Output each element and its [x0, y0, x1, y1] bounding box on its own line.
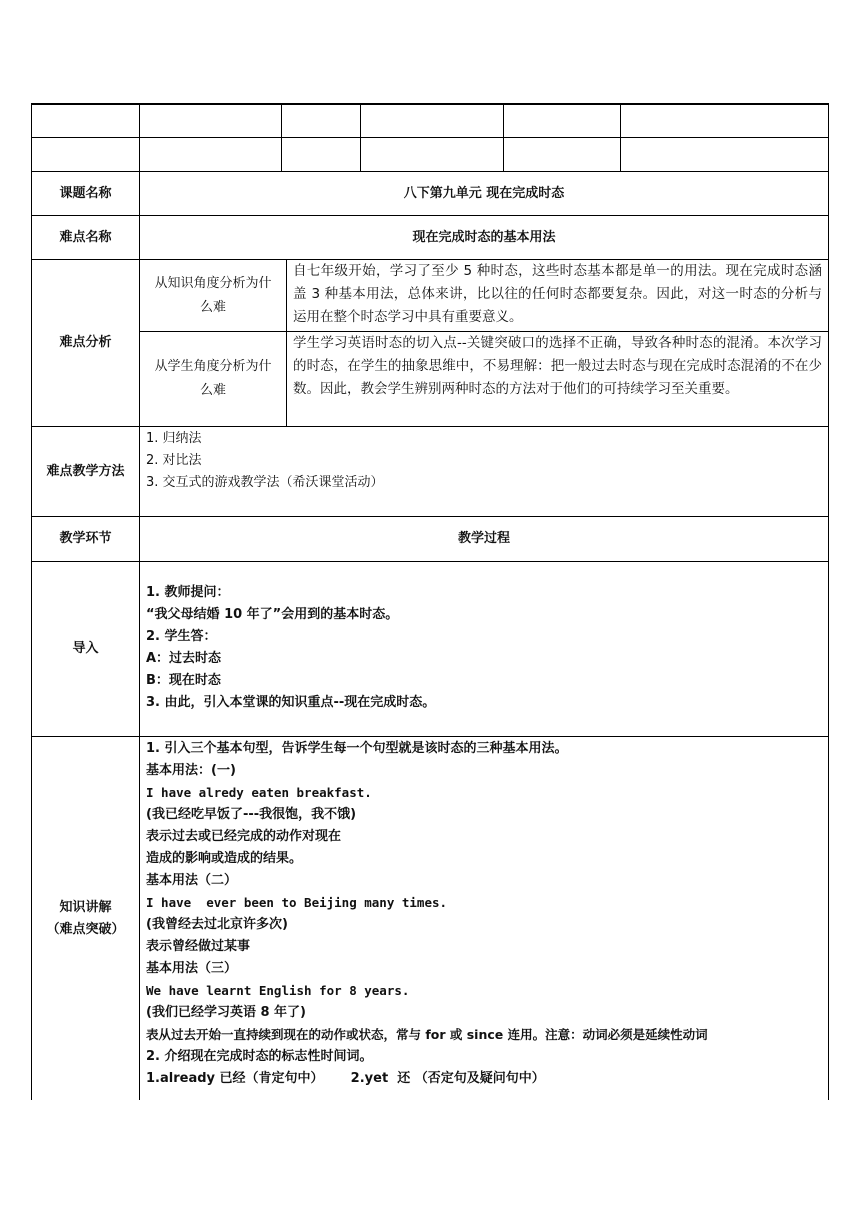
- list-item: “我父母结婚 10 年了”会用到的基本时态。: [146, 607, 399, 622]
- table-rule: [620, 103, 621, 171]
- knowledge-angle-text: 自七年级开始，学习了至少 5 种时态，这些时态基本都是单一的用法。现在完成时态涵盖 3 种基本用法，总体来讲，比以往的任何时态都要复杂。因此，对这一时态的分析与运用在整个时态学习中具有重要意义。: [293, 263, 822, 325]
- knowledge-angle-label: 从知识角度分析为什么难: [154, 275, 272, 315]
- methods-label: 难点教学方法: [46, 463, 125, 479]
- list-item: 造成的影响或造成的结果。: [146, 851, 303, 866]
- intro-content: [146, 582, 822, 732]
- list-item: 2. 介绍现在完成时态的标志性时间词。: [146, 1049, 373, 1064]
- intro-label: 导入: [72, 641, 99, 656]
- list-item: 表示过去或已经完成的动作对现在: [146, 829, 342, 844]
- list-item: 1. 引入三个基本句型，告诉学生每一个句型就是该时态的三种基本用法。: [146, 741, 568, 756]
- knowledge-content: [146, 738, 826, 1098]
- table-rule: [281, 103, 282, 171]
- list-item: I have ever been to Beijing many times.: [146, 895, 448, 910]
- list-item: 表示曾经做过某事: [146, 939, 251, 954]
- student-angle-text: 学生学习英语时态的切入点--关键突破口的选择不正确，导致各种时态的混淆。本次学习的时态，在学生的抽象思维中，不易理解：把一般过去时态与现在完成时态混淆的不在少数。因此，教会学生辨别两种时态的方法对于他们的可持续学习至关重要。: [293, 335, 822, 397]
- difficulty-name-value: 现在完成时态的基本用法: [412, 229, 556, 245]
- table-border-top: [31, 103, 829, 105]
- table-rule: [31, 561, 829, 562]
- list-item: 基本用法：(一): [146, 763, 236, 778]
- list-item: 1. 归纳法: [146, 431, 202, 446]
- topic-label: 课题名称: [59, 185, 112, 201]
- knowledge-label: 知识讲解 （难点突破）: [46, 899, 125, 937]
- table-border-right: [828, 103, 829, 1100]
- table-rule: [503, 103, 504, 171]
- list-item: 基本用法（二）: [146, 873, 238, 888]
- list-item: We have learnt English for 8 years.: [146, 983, 410, 998]
- list-item: B：现在时态: [146, 673, 221, 688]
- topic-value: 八下第九单元 现在完成时态: [403, 185, 565, 201]
- table-rule: [360, 103, 361, 171]
- list-item: 3. 由此，引入本堂课的知识重点--现在完成时态。: [146, 695, 436, 710]
- list-item: (我曾经去过北京许多次): [146, 917, 288, 932]
- difficulty-name-label: 难点名称: [59, 229, 112, 245]
- table-rule: [31, 736, 829, 737]
- list-item: A：过去时态: [146, 651, 222, 666]
- list-item: (我已经吃早饭了---我很饱，我不饿): [146, 807, 357, 822]
- list-item: 1. 教师提问：: [146, 585, 230, 600]
- student-angle-label: 从学生角度分析为什么难: [154, 359, 272, 398]
- table-rule: [31, 426, 829, 427]
- list-item: 2. 学生答：: [146, 629, 217, 644]
- methods-list: [146, 428, 822, 514]
- analysis-label: 难点分析: [59, 335, 112, 350]
- list-item: 基本用法（三）: [146, 961, 238, 976]
- list-item: 3. 交互式的游戏教学法（希沃课堂活动）: [146, 475, 384, 490]
- process-header-value: 教学过程: [457, 531, 510, 546]
- list-item: I have alredy eaten breakfast.: [146, 785, 372, 800]
- list-item: 1.already 已经（肯定句中） 2.yet 还 （否定句及疑问句中）: [146, 1071, 545, 1086]
- list-item: 表从过去开始一直持续到现在的动作或状态，常与 for 或 since 连用。注意：动词必须是延续性动词: [146, 1027, 708, 1042]
- table-rule: [31, 137, 829, 138]
- list-item: (我们已经学习英语 8 年了): [146, 1005, 306, 1020]
- process-header-label: 教学环节: [59, 531, 112, 546]
- list-item: 2. 对比法: [146, 453, 202, 468]
